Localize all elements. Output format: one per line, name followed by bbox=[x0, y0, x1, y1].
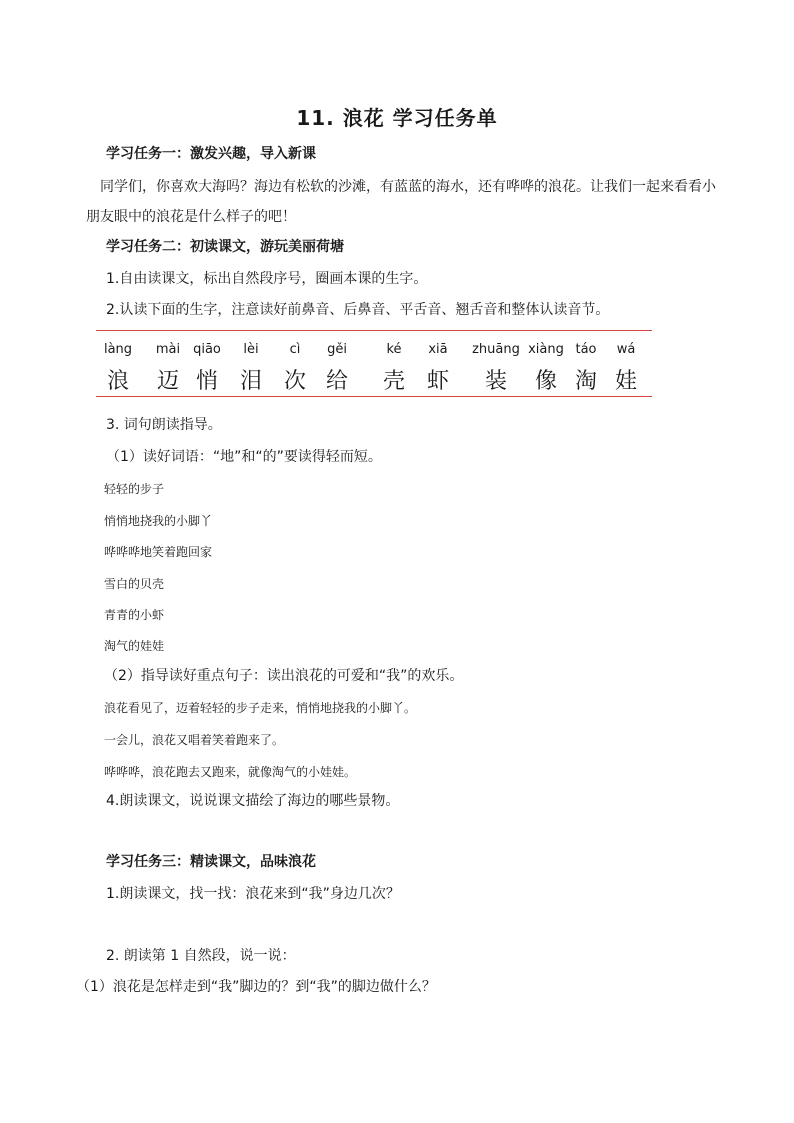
hanzi-character: 壳 bbox=[382, 369, 405, 394]
task3-heading: 学习任务三：精读课文，品味浪花 bbox=[106, 854, 316, 870]
hanzi-character: 给 bbox=[325, 369, 348, 394]
task2-item3: 3. 词句朗读指导。 bbox=[106, 417, 222, 433]
character-cell bbox=[370, 330, 418, 396]
hanzi-character: 泪 bbox=[239, 369, 262, 394]
pinyin-label: táo bbox=[575, 342, 597, 357]
hanzi-character: 淘 bbox=[574, 369, 597, 394]
pinyin-label: zhuāng bbox=[472, 342, 520, 357]
character-cell bbox=[472, 330, 520, 396]
hanzi-character: 浪 bbox=[106, 369, 129, 394]
pinyin-label: ké bbox=[386, 342, 402, 357]
pinyin-label: làng bbox=[103, 342, 133, 357]
task2-item1: 1.自由读课文，标出自然段序号，圈画本课的生字。 bbox=[106, 271, 428, 287]
character-cell bbox=[414, 330, 462, 396]
pinyin-label: wá bbox=[616, 342, 636, 357]
pinyin-label: cì bbox=[289, 342, 301, 357]
pinyin-label: xiàng bbox=[528, 342, 564, 357]
task1-paragraph: 同学们，你喜欢大海吗？海边有松软的沙滩，有蓝蓝的海水，还有哗哗的浪花。让我们一起来看看小朋友眼中的浪花是什么样子的吧！ bbox=[86, 179, 716, 225]
character-cell bbox=[602, 330, 650, 396]
hanzi-character: 虾 bbox=[426, 369, 449, 394]
character-cell bbox=[227, 330, 275, 396]
sentence-item: 一会儿，浪花又唱着笑着跑来了。 bbox=[104, 733, 285, 747]
pinyin-label: lèi bbox=[243, 342, 259, 357]
character-cell bbox=[94, 330, 142, 396]
character-cell bbox=[183, 330, 231, 396]
sentence-item: 浪花看见了，迈着轻轻的步子走来，悄悄地挠我的小脚丫。 bbox=[104, 701, 417, 715]
task2-sub1: （1）读好词语：“地”和“的”要读得轻而短。 bbox=[106, 449, 382, 465]
task2-sub2: （2）指导读好重点句子：读出浪花的可爱和“我”的欢乐。 bbox=[104, 668, 464, 684]
pinyin-label: gěi bbox=[327, 342, 347, 357]
hanzi-character: 迈 bbox=[156, 369, 179, 394]
phrase-item: 哗哗哗地笑着跑回家 bbox=[104, 545, 213, 559]
sentence-item: 哗哗哗，浪花跑去又跑来，就像淘气的小娃娃。 bbox=[104, 765, 357, 779]
task2-item4: 4.朗读课文，说说课文描绘了海边的哪些景物。 bbox=[106, 793, 400, 809]
task3-item1: 1.朗读课文，找一找：浪花来到“我”身边几次？ bbox=[106, 886, 400, 902]
pinyin-character-table bbox=[96, 330, 652, 398]
phrase-item: 轻轻的步子 bbox=[104, 482, 165, 496]
hanzi-character: 娃 bbox=[614, 369, 637, 394]
character-cell bbox=[271, 330, 319, 396]
hanzi-character: 装 bbox=[484, 369, 507, 394]
hanzi-character: 像 bbox=[534, 369, 557, 394]
task3-item2: 2. 朗读第 1 自然段，说一说： bbox=[106, 948, 296, 964]
task2-item2: 2.认读下面的生字，注意读好前鼻音、后鼻音、平舌音、翘舌音和整体认读音节。 bbox=[106, 302, 610, 318]
pinyin-label: mài bbox=[155, 342, 181, 357]
pinyin-label: qiāo bbox=[193, 342, 221, 357]
hanzi-character: 次 bbox=[283, 369, 306, 394]
character-cell bbox=[313, 330, 361, 396]
task2-heading: 学习任务二：初读课文，游玩美丽荷塘 bbox=[106, 239, 344, 255]
table-bottom-rule bbox=[96, 396, 652, 397]
task1-heading: 学习任务一：激发兴趣，导入新课 bbox=[106, 146, 316, 162]
hanzi-character: 悄 bbox=[195, 369, 218, 394]
page-title: 11. 浪花 学习任务单 bbox=[296, 106, 498, 130]
phrase-item: 淘气的娃娃 bbox=[104, 639, 165, 653]
task3-sub1: （1）浪花是怎样走到“我”脚边的？到“我”的脚边做什么？ bbox=[76, 979, 436, 995]
phrase-item: 悄悄地挠我的小脚丫 bbox=[104, 514, 213, 528]
pinyin-label: xiā bbox=[428, 342, 448, 357]
phrase-item: 雪白的贝壳 bbox=[104, 577, 165, 591]
phrase-item: 青青的小虾 bbox=[104, 608, 165, 622]
